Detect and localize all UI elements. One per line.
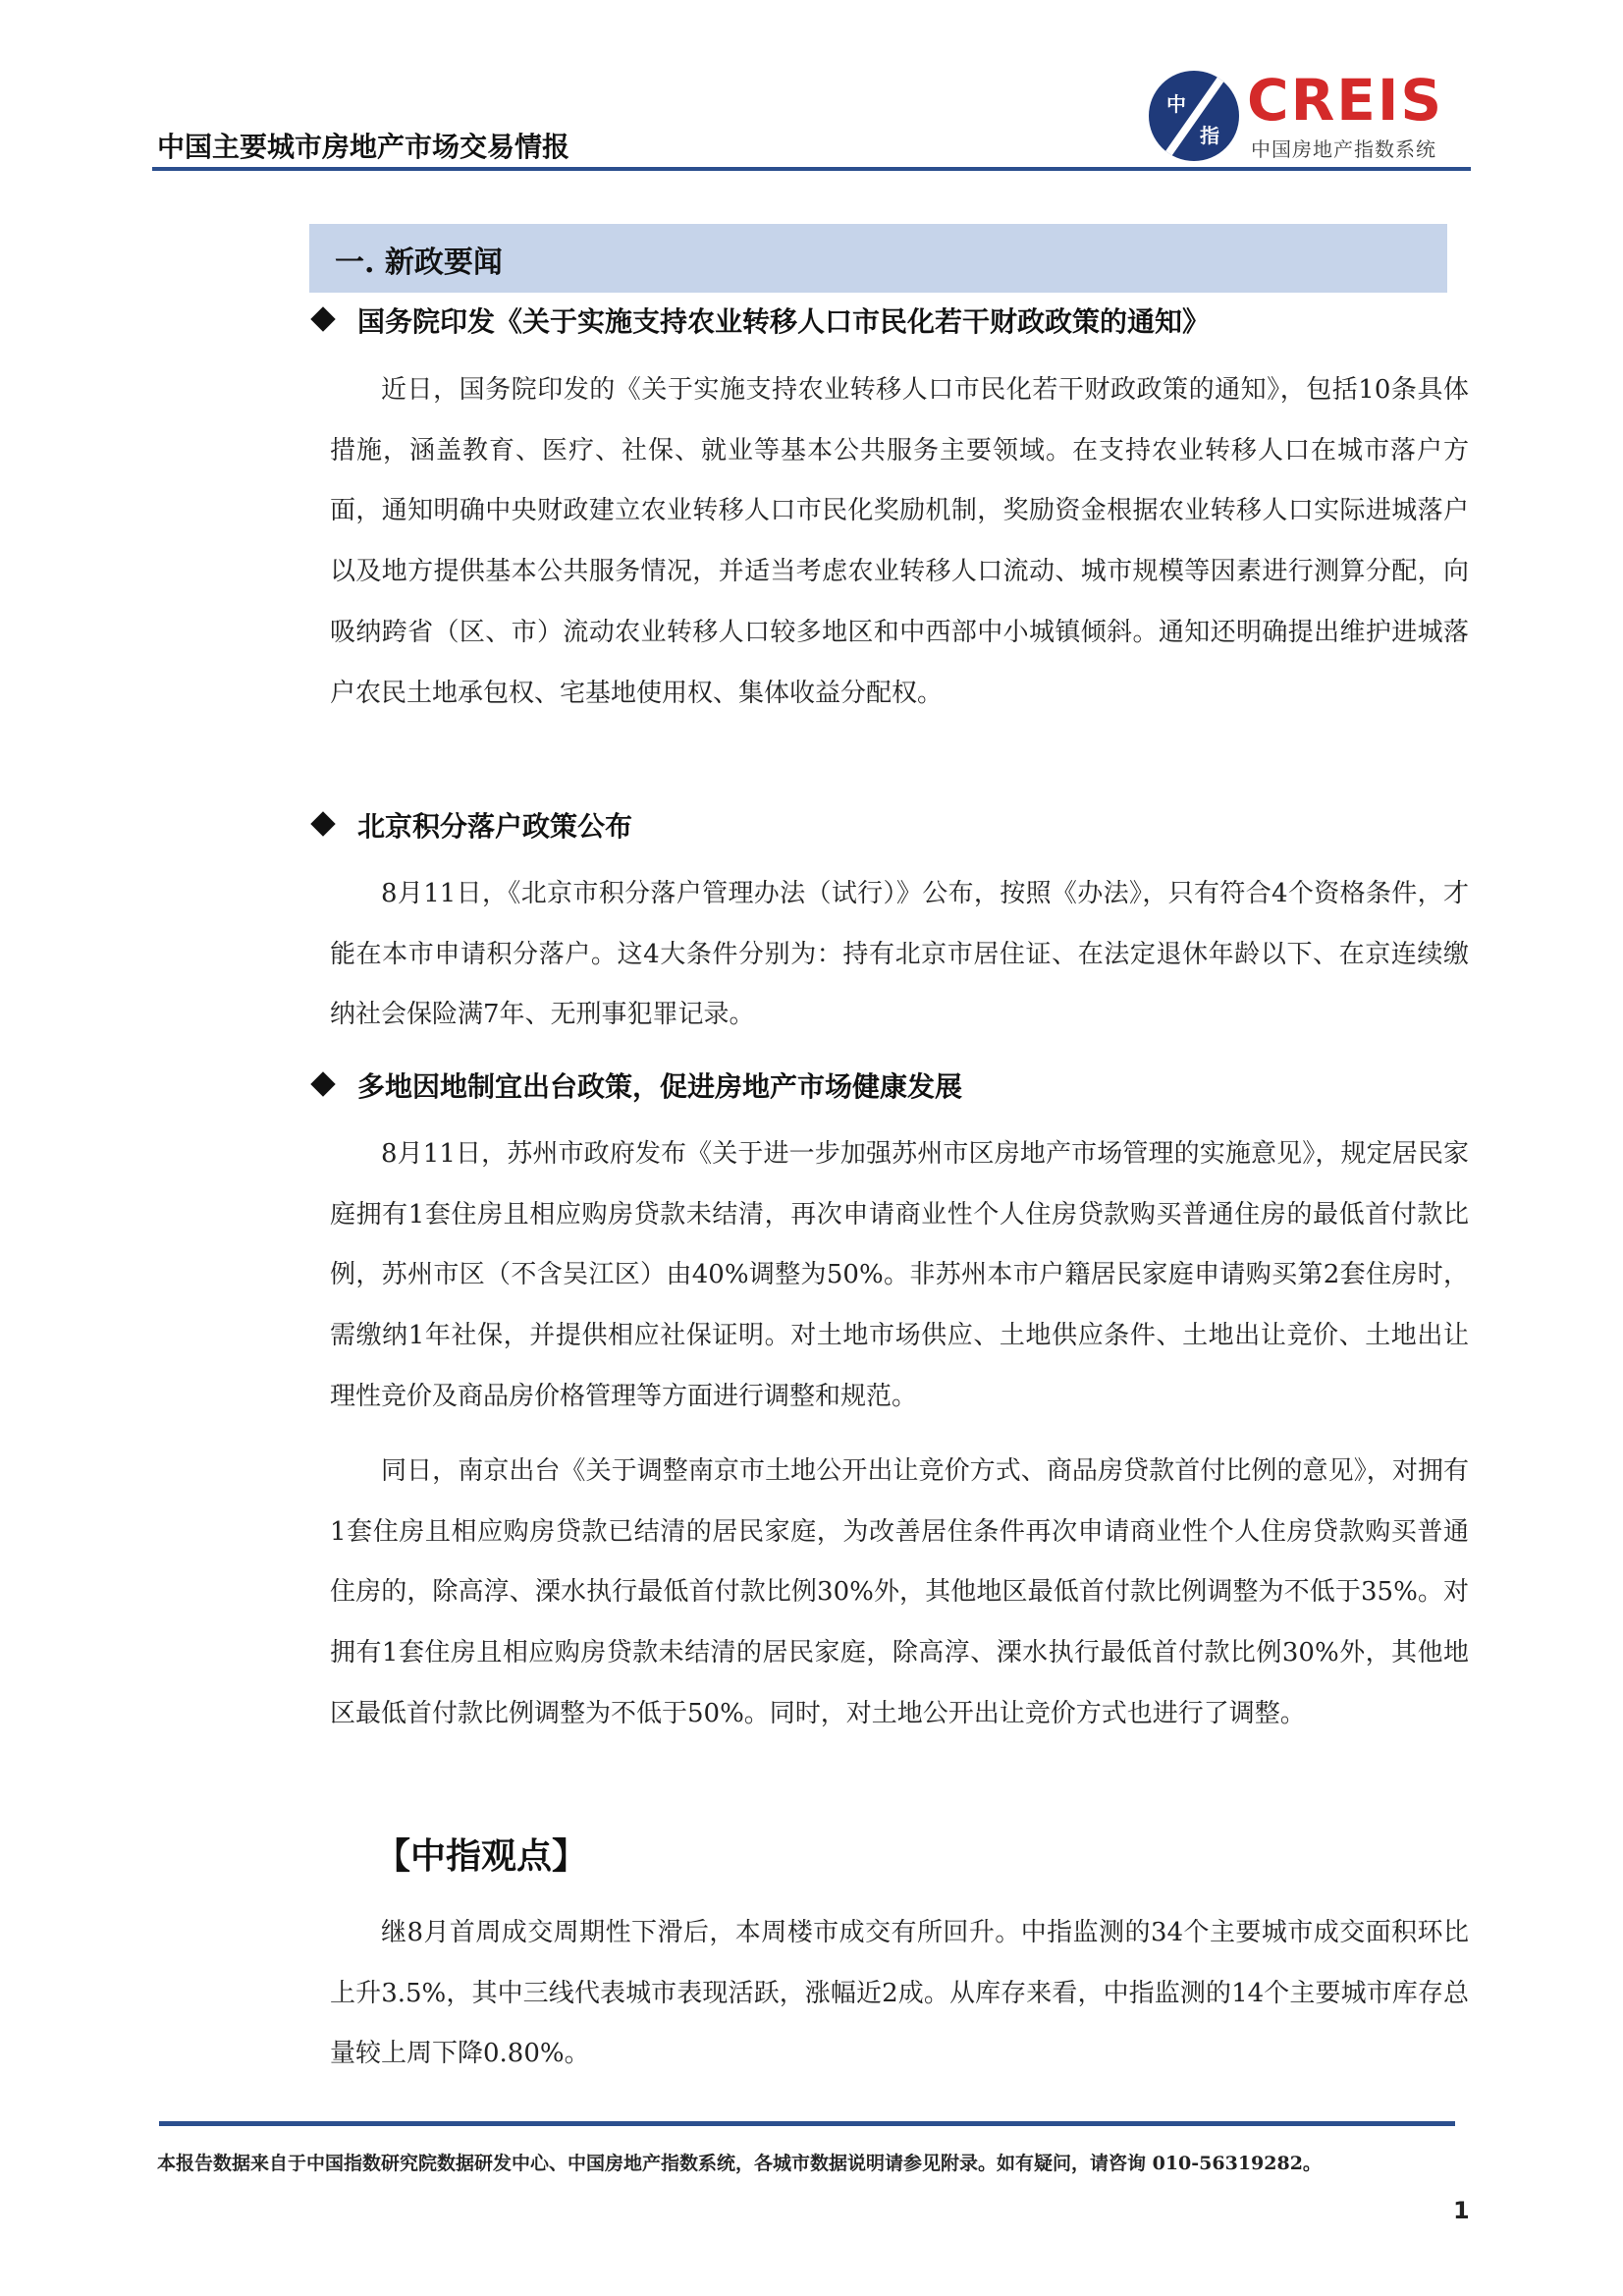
logo-emblem-icon: 中 指: [1149, 71, 1239, 161]
page-number: 1: [1453, 2197, 1470, 2224]
viewpoint-paragraph: 继8月首周成交周期性下滑后，本周楼市成交有所回升。中指监测的34个主要城市成交面积环比上升3.5%，其中三线代表城市表现活跃，涨幅近2成。从库存来看，中指监测的14个主要城市库存总量较上周下降0.80%。: [330, 1918, 1469, 2069]
header-divider: [152, 167, 1471, 171]
news-heading: 多地因地制宜出台政策，促进房地产市场健康发展: [314, 1066, 962, 1105]
footer-note: 本报告数据来自于中国指数研究院数据研发中心、中国房地产指数系统，各城市数据说明请参见附录。如有疑问，请咨询 010-56319282。: [157, 2153, 1322, 2174]
news-paragraph: 8月11日，苏州市政府发布《关于进一步加强苏州市区房地产市场管理的实施意见》，规定居民家庭拥有1套住房且相应购房贷款未结清，再次申请商业性个人住房贷款购买普通住房的最低首付款比例，苏州市区（不含吴江区）由40%调整为50%。非苏州本市户籍居民家庭申请购买第2套住房时，需缴纳1年社保，并提供相应社保证明。对土地市场供应、土地供应条件、土地出让竞价、土地出让理性竞价及商品房价格管理等方面进行调整和规范。: [330, 1139, 1469, 1411]
news-paragraph: 8月11日，《北京市积分落户管理办法（试行）》公布，按照《办法》，只有符合4个资格条件，才能在本市申请积分落户。这4大条件分别为：持有北京市居住证、在法定退休年龄以下、在京连续缴纳社会保险满7年、无刑事犯罪记录。: [330, 879, 1469, 1030]
footer-divider: [159, 2121, 1455, 2126]
logo-subtitle: 中国房地产指数系统: [1251, 137, 1436, 161]
report-title: 中国主要城市房地产市场交易情报: [157, 131, 570, 163]
news-heading: 国务院印发《关于实施支持农业转移人口市民化若干财政政策的通知》: [314, 301, 1210, 340]
diamond-bullet-icon: [310, 811, 335, 836]
viewpoint-title: 【中指观点】: [375, 1835, 588, 1877]
section-header: [309, 224, 1447, 293]
news-paragraph: 同日，南京出台《关于调整南京市土地公开出让竞价方式、商品房贷款首付比例的意见》，对拥有1套住房且相应购房贷款已结清的居民家庭，为改善居住条件再次申请商业性个人住房贷款购买普通住房的，除高淳、溧水执行最低首付款比例30%外，其他地区最低首付款比例调整为不低于35%。对拥有1套住房且相应购房贷款未结清的居民家庭，除高淳、溧水执行最低首付款比例30%外，其他地区最低首付款比例调整为不低于50%。同时，对土地公开出让竞价方式也进行了调整。: [330, 1456, 1469, 1728]
section-title: 一. 新政要闻: [335, 246, 503, 280]
creis-logo: [1149, 67, 1478, 165]
diamond-bullet-icon: [310, 306, 335, 331]
news-paragraph: 近日，国务院印发的《关于实施支持农业转移人口市民化若干财政政策的通知》，包括10条具体措施，涵盖教育、医疗、社保、就业等基本公共服务主要领域。在支持农业转移人口在城市落户方面，通知明确中央财政建立农业转移人口市民化奖励机制，奖励资金根据农业转移人口实际进城落户以及地方提供基本公共服务情况，并适当考虑农业转移人口流动、城市规模等因素进行测算分配，向吸纳跨省（区、市）流动农业转移人口较多地区和中西部中小城镇倾斜。通知还明确提出维护进城落户农民土地承包权、宅基地使用权、集体收益分配权。: [330, 375, 1469, 708]
logo-brand: CREIS: [1247, 67, 1444, 134]
news-heading: 北京积分落户政策公布: [314, 805, 632, 845]
diamond-bullet-icon: [310, 1071, 335, 1096]
